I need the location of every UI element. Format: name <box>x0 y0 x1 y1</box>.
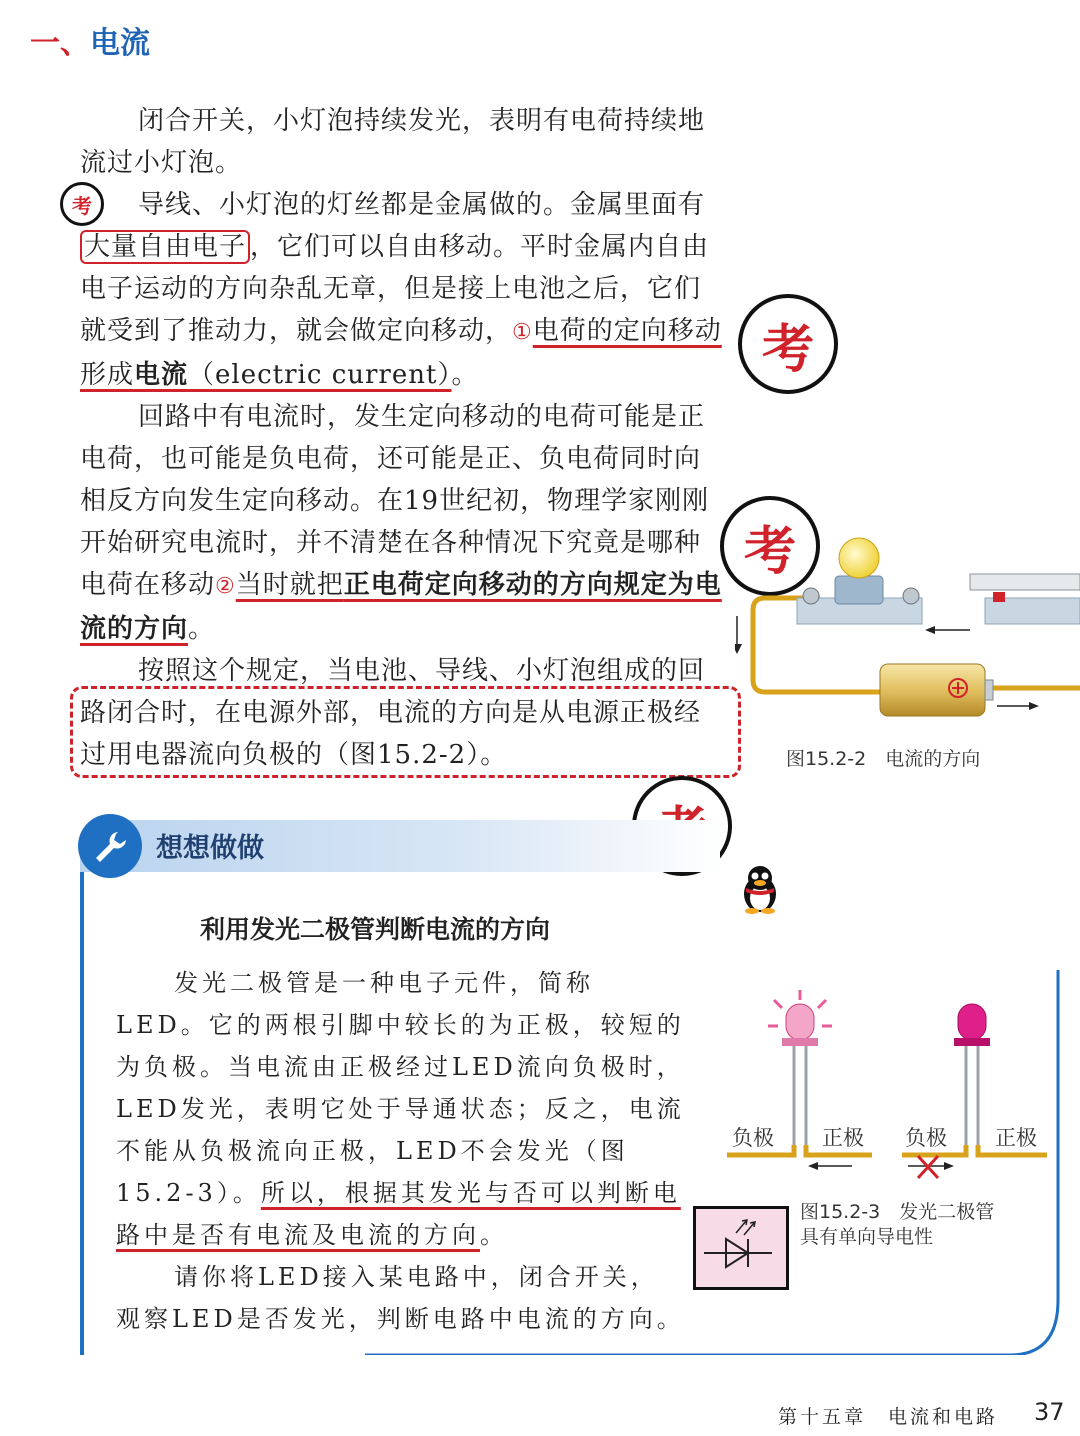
caption-line-2: 具有单向导电性 <box>800 1226 934 1248</box>
section-title <box>30 18 150 62</box>
bulb-socket <box>835 576 883 604</box>
label-left-positive: 正极 <box>822 1126 864 1150</box>
label-right-positive: 正极 <box>995 1126 1037 1150</box>
panel-paragraph-2: 请你将LED接入某电路中，闭合开关，观察LED是否发光，判断电路中电流的方向。 <box>116 1263 685 1333</box>
panel-text <box>116 962 686 1340</box>
battery-cap <box>985 680 993 700</box>
paragraph-4: 按照这个规定，当电池、导线、小灯泡组成的回路闭合时，在电源外部，电流的方向是从电源正极经过用电器流向负极的（图15.2-2）。 <box>80 656 706 770</box>
arrow-left-head <box>925 626 935 634</box>
term-direction: 正电荷定向移动的方向规定为电流的方向 <box>80 570 722 644</box>
section-number: 一、 <box>30 26 90 61</box>
battery-icon <box>880 664 985 716</box>
terminal-right <box>903 588 919 604</box>
p3-ul-text: 当时就把 <box>235 570 344 600</box>
figure-led-conductivity <box>722 990 1052 1190</box>
figure-caption-15-2-2: 图15.2-2 电流的方向 <box>786 748 981 770</box>
exam-mark-1: 考 <box>738 294 838 394</box>
paragraph-2 <box>80 184 725 396</box>
page-number: 37 <box>1034 1398 1065 1426</box>
arrow-down-head <box>735 644 742 654</box>
p3-end: 。 <box>188 614 216 644</box>
exam-mark-2: 考 <box>720 496 820 596</box>
cross-icon <box>918 1156 938 1178</box>
highlight-free-electrons: 大量自由电子 <box>80 230 250 264</box>
p2-end: 。 <box>451 360 479 390</box>
term-english: （electric current） <box>188 360 452 390</box>
penguin-icon <box>738 864 782 914</box>
diode-symbol-box <box>693 1206 789 1290</box>
p3-text-a: 回路中有电流时，发生定向移动的电荷可能是正电荷，也可能是负电荷，还可能是正、负电荷同时向相反方向发生定向移动。在19世纪初，物理学家刚刚开始研究电流时，并不清楚在各种情况下究竟是哪种电荷在移动 <box>80 402 710 600</box>
body-text <box>80 100 725 776</box>
panel-p1-underline: 所以，根据其发光与否可以判断电路中是否有电流及电流的方向 <box>116 1179 681 1249</box>
exam-mark-small: 考 <box>60 182 104 226</box>
figure-caption-15-2-3 <box>800 1200 994 1250</box>
definition-text: 电荷的定向移动形成 <box>80 316 722 390</box>
p2-text-b: ，它们可以自由移动。平时金属内自由电子运动的方向杂乱无章，但是接上电池之后，它们就受到了推动力，就会做定向移动， <box>80 232 710 346</box>
paragraph-3 <box>80 396 725 650</box>
dashed-highlight-box <box>70 686 741 778</box>
label-right-negative: 负极 <box>905 1126 947 1150</box>
switch-contact <box>993 592 1005 602</box>
term-current: 电流 <box>134 360 189 390</box>
switch-lever <box>970 574 1080 590</box>
panel-paragraph-1 <box>116 962 686 1256</box>
panel-p1-end: 。 <box>480 1221 508 1249</box>
wrench-icon <box>78 814 142 878</box>
figure-current-direction <box>735 530 1080 730</box>
led-glowing-icon <box>768 990 832 1145</box>
annotation-number-1: ① <box>512 320 533 345</box>
chapter-footer: 第十五章 电流和电路 <box>778 1406 999 1428</box>
section-title-text: 电流 <box>90 26 150 61</box>
label-left-negative: 负极 <box>732 1126 774 1150</box>
arrow-right-head <box>1029 702 1039 710</box>
p2-text-a: 导线、小灯泡的灯丝都是金属做的。金属里面有 <box>138 190 706 220</box>
bulb-icon <box>839 538 879 578</box>
led-off-icon <box>954 1004 990 1145</box>
panel-p1-text: 发光二极管是一种电子元件，简称LED。它的两根引脚中较长的为正极，较短的为负极。当电流由正极经过LED流向负极时，LED发光，表明它处于导通状态；反之，电流不能从负极流向正极，LED不会发光（图15.2-3）。 <box>116 969 685 1207</box>
terminal-left <box>803 588 819 604</box>
panel-title: 想想做做 <box>156 833 264 864</box>
activity-subtitle: 利用发光二极管判断电流的方向 <box>200 915 551 944</box>
caption-line-1: 图15.2-3 发光二极管 <box>800 1201 995 1223</box>
paragraph-1: 闭合开关，小灯泡持续发光，表明有电荷持续地流过小灯泡。 <box>80 106 706 178</box>
annotation-number-2: ② <box>215 574 236 599</box>
diode-symbol-icon <box>696 1209 780 1281</box>
